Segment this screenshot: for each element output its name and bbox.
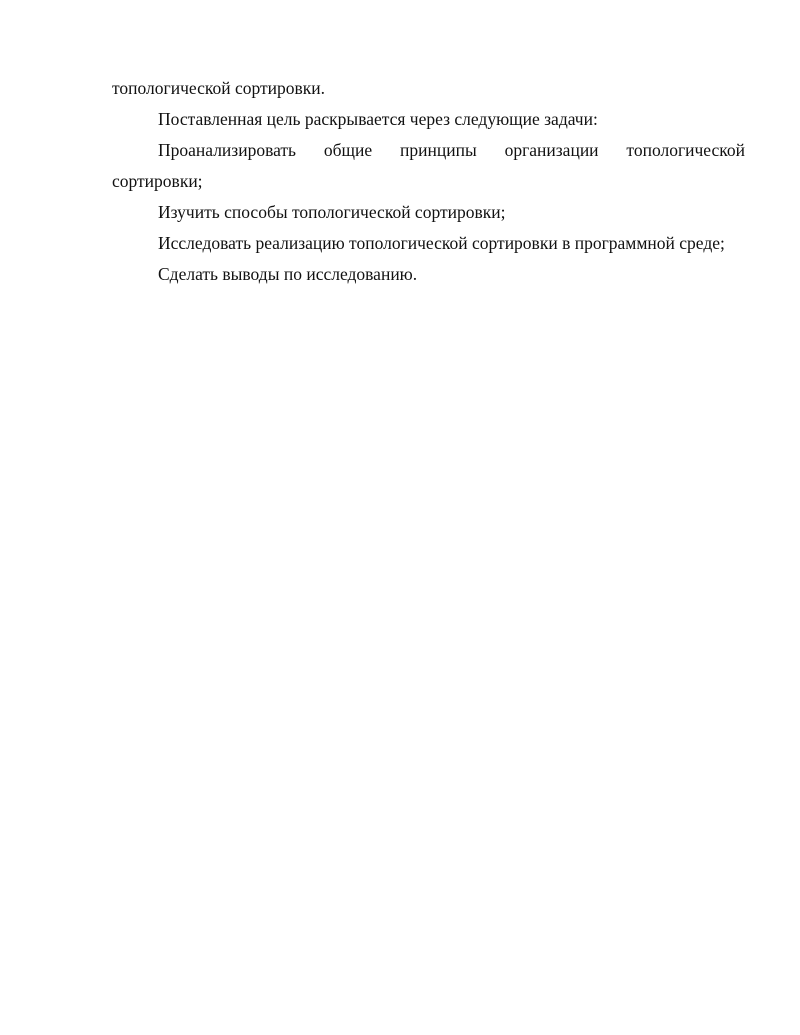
paragraph-continuation: топологической сортировки.	[112, 78, 326, 98]
document-body	[112, 73, 745, 290]
paragraph-tasks-intro: Поставленная цель раскрывается через следующие задачи:	[158, 109, 598, 129]
paragraph-task-study: Изучить способы топологической сортировки;	[158, 202, 506, 222]
paragraph-task-analyze: Проанализировать общие принципы организации топологической сортировки;	[112, 140, 745, 191]
paragraph-task-research: Исследовать реализацию топологической сортировки в программной среде;	[158, 233, 725, 253]
paragraph-task-conclusions: Сделать выводы по исследованию.	[158, 264, 418, 284]
